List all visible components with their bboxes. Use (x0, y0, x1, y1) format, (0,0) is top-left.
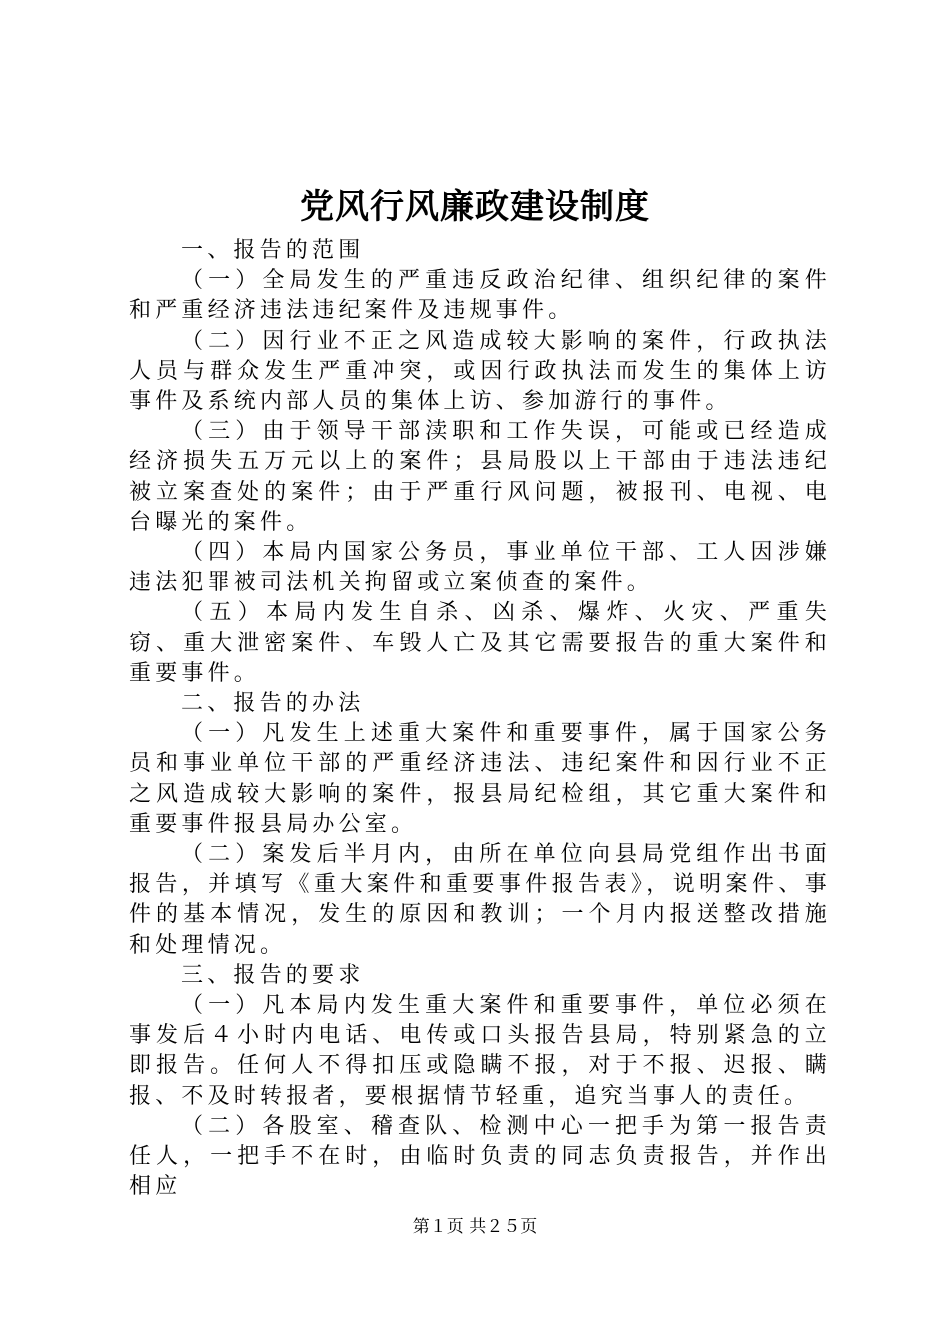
section-heading-method: 二、报告的办法 (181, 691, 365, 717)
paragraph: （一）凡发生上述重大案件和重要事件，属于国家公务员和事业单位干部的严重经济违法、违纪案件和因行业不正之风造成较大影响的案件，报县局纪检组，其它重大案件和重要事件报县局办公室。 (129, 721, 831, 837)
section-heading-scope: 一、报告的范围 (181, 238, 365, 263)
page-number: 第１页 共２５页 (412, 1217, 538, 1237)
paragraph: （五）本局内发生自杀、凶杀、爆炸、火灾、严重失窃、重大泄密案件、车毁人亡及其它需要报告的重大案件和重要事件。 (129, 600, 831, 686)
section-heading-requirements: 三、报告的要求 (181, 962, 365, 988)
paragraph: （三）由于领导干部渎职和工作失误，可能或已经造成经济损失五万元以上的案件；县局股以上干部由于违法违纪被立案查处的案件；由于严重行风问题，被报刊、电视、电台曝光的案件。 (129, 419, 831, 535)
paragraph: （一）全局发生的严重违反政治纪律、组织纪律的案件和严重经济违法违纪案件及违规事件。 (129, 268, 831, 324)
document-title: 党风行风廉政建设制度 (300, 187, 650, 227)
paragraph: （二）案发后半月内，由所在单位向县局党组作出书面报告，并填写《重大案件和重要事件报告表》，说明案件、事件的基本情况，发生的原因和教训；一个月内报送整改措施和处理情况。 (129, 842, 831, 958)
paragraph: （一）凡本局内发生重大案件和重要事件，单位必须在事发后４小时内电话、电传或口头报告县局，特别紧急的立即报告。任何人不得扣压或隐瞒不报，对于不报、迟报、瞒报、不及时转报者，要根据情节轻重，追究当事人的责任。 (129, 993, 831, 1109)
paragraph: （四）本局内国家公务员，事业单位干部、工人因涉嫌违法犯罪被司法机关拘留或立案侦查的案件。 (129, 540, 831, 596)
paragraph: （二）各股室、稽查队、检测中心一把手为第一报告责任人，一把手不在时，由临时负责的同志负责报告，并作出相应 (129, 1113, 831, 1200)
paragraph: （二）因行业不正之风造成较大影响的案件，行政执法人员与群众发生严重冲突，或因行政执法而发生的集体上访事件及系统内部人员的集体上访、参加游行的事件。 (129, 328, 831, 415)
document-body (129, 236, 831, 1203)
